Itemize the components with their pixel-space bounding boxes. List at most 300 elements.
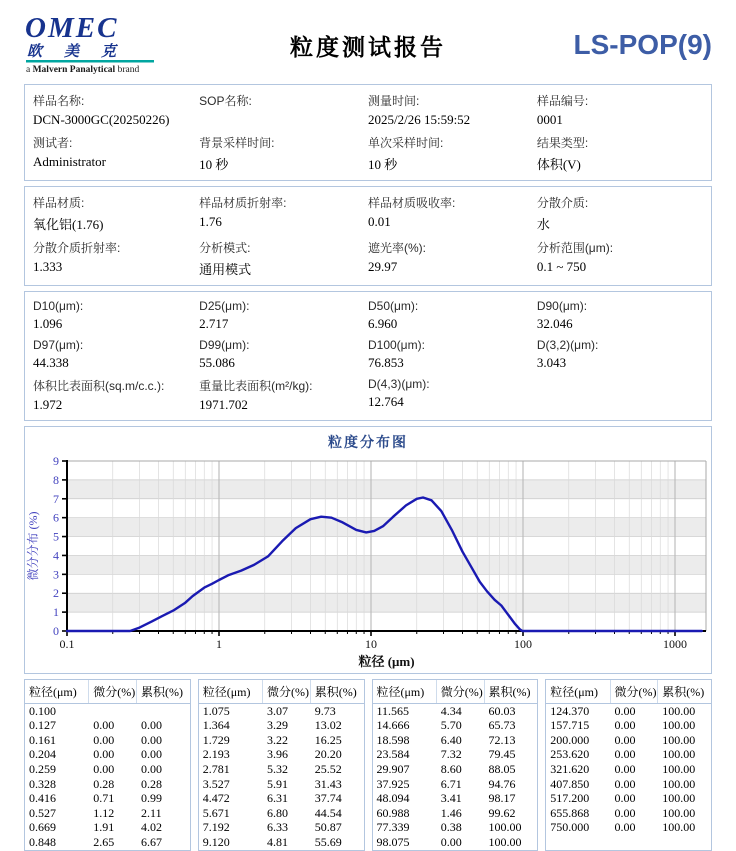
table-cell: 6.33: [267, 820, 288, 835]
band: [67, 593, 706, 612]
table-cell: 100.00: [662, 805, 696, 820]
table-cell: 0.00: [440, 834, 462, 849]
table-row: [25, 792, 190, 807]
info-field: [33, 194, 199, 233]
table-cell: 8.60: [440, 761, 462, 776]
field-value: 55.086: [199, 355, 235, 370]
info-row: [33, 191, 703, 236]
field-value: 10 秒: [367, 157, 398, 172]
table-cell: 25.52: [314, 761, 342, 776]
table-row: [199, 806, 364, 821]
table-row: [546, 792, 711, 807]
table-cell: 3.96: [267, 747, 288, 762]
table-cell: 6.31: [267, 791, 288, 806]
info-row: [33, 89, 703, 131]
table-row: [25, 821, 190, 836]
table-cell: 0.00: [141, 732, 163, 747]
info-field: [537, 239, 703, 278]
table-cell: 23.584: [376, 747, 410, 762]
field-label: D99(μm):: [199, 338, 250, 352]
table-cell: 100.00: [488, 834, 522, 849]
info-field: [33, 377, 199, 413]
table-row: [25, 719, 190, 734]
table-cell: 44.54: [314, 805, 342, 820]
table-cell: 2.781: [202, 761, 230, 776]
table-cell: [137, 704, 190, 719]
table-row: [546, 806, 711, 821]
info-field: [199, 299, 368, 332]
table-row: [373, 821, 538, 836]
table-row: [25, 806, 190, 821]
table-cell: 94.76: [488, 776, 516, 791]
table-row: [373, 704, 538, 719]
table-cell: 31.43: [314, 776, 342, 791]
y-tick-label: 8: [53, 472, 59, 487]
table-cell: 3.07: [267, 703, 288, 718]
column-header: 累积(%): [488, 685, 531, 699]
table-cell: 100.00: [662, 820, 696, 835]
field-label: 结果类型:: [536, 136, 589, 150]
column-header: 微分(%): [89, 680, 137, 703]
table-cell: 1.364: [202, 718, 230, 733]
table-cell: 0.00: [93, 718, 115, 733]
table-cell: 2.11: [141, 805, 162, 820]
info-box-dvalues: [24, 291, 712, 421]
column-header: 微分(%): [437, 680, 485, 703]
table-cell: 0.99: [141, 791, 163, 806]
column-header: 累积(%): [662, 685, 705, 699]
info-field: [368, 239, 537, 278]
column-header: 微分(%): [611, 680, 659, 703]
table-row: [373, 748, 538, 763]
logo-omec-text: OMEC: [25, 11, 119, 44]
y-tick-label: 5: [53, 529, 59, 544]
table-cell: 0.00: [93, 732, 115, 747]
table-cell: 100.00: [662, 747, 696, 762]
table-cell: 1.075: [202, 703, 230, 718]
column-header: 累积(%): [141, 685, 184, 699]
table-row: [199, 733, 364, 748]
band: [67, 480, 706, 499]
info-field: [368, 194, 537, 233]
table-row: [546, 733, 711, 748]
field-value: 6.960: [367, 316, 398, 331]
table-cell: 65.73: [488, 718, 516, 733]
info-row: [33, 296, 703, 335]
table-cell: 655.868: [550, 805, 590, 820]
field-value: 44.338: [33, 355, 69, 370]
band: [67, 555, 706, 574]
table-cell: 100.00: [662, 791, 696, 806]
table-cell: 321.620: [550, 761, 590, 776]
table-cell: 72.13: [488, 732, 516, 747]
field-value: 2025/2/26 15:59:52: [367, 112, 471, 127]
table-cell: 0.00: [614, 718, 636, 733]
table-cell: 99.62: [488, 805, 516, 820]
table-cell: 0.00: [614, 732, 636, 747]
info-field: [537, 377, 703, 413]
table-cell: 0.00: [614, 805, 636, 820]
field-value: 29.97: [367, 259, 398, 274]
band: [67, 518, 706, 537]
table-cell: 517.200: [550, 791, 590, 806]
field-label: 分散介质:: [536, 196, 589, 210]
table-cell: 100.00: [662, 718, 696, 733]
column-header: 粒径(μm): [373, 680, 437, 703]
field-value: 1.972: [33, 397, 63, 412]
table-cell: 0.204: [29, 747, 56, 762]
table-cell: 0.00: [614, 703, 636, 718]
field-value: 通用模式: [199, 262, 252, 277]
table-row: [25, 748, 190, 763]
table-cell: 3.527: [202, 776, 230, 791]
field-label: 样品材质吸收率:: [367, 196, 456, 210]
y-tick-label: 7: [53, 491, 59, 506]
field-label: 样品名称:: [33, 94, 85, 108]
table-cell: 18.598: [376, 732, 410, 747]
table-cell: 2.65: [93, 834, 115, 849]
field-label: D50(μm):: [367, 299, 419, 313]
table-cell: 29.907: [376, 761, 410, 776]
y-tick-label: 3: [53, 567, 59, 582]
info-field: [368, 299, 537, 332]
table-cell: 0.71: [93, 791, 115, 806]
field-value: Administrator: [33, 154, 106, 169]
info-row: [33, 335, 703, 374]
info-row: [33, 131, 703, 176]
info-box-material: [24, 186, 712, 286]
table-row: [373, 792, 538, 807]
field-value: 1.096: [33, 316, 63, 331]
info-field: [199, 338, 368, 371]
table-row: [25, 835, 190, 850]
table-cell: 9.120: [202, 834, 230, 849]
table-cell: 0.127: [29, 718, 56, 733]
table-cell: 50.87: [314, 820, 342, 835]
field-label: D100(μm):: [367, 338, 425, 352]
field-label: 测试者:: [33, 136, 73, 150]
table-cell: 20.20: [314, 747, 342, 762]
table-row: [25, 733, 190, 748]
info-field: [537, 134, 703, 173]
page-title: 粒度测试报告: [290, 33, 446, 60]
table-header-row: [25, 680, 190, 704]
table-cell: 48.094: [376, 791, 410, 806]
field-label: 分析范围(μm):: [536, 241, 614, 255]
table-cell: 0.28: [93, 776, 115, 791]
table-cell: 6.40: [440, 732, 462, 747]
table-row: [546, 704, 711, 719]
column-header: 累积(%): [314, 685, 357, 699]
table-cell: 2.193: [202, 747, 230, 762]
info-field: [368, 92, 537, 128]
table-cell: 0.00: [93, 747, 115, 762]
omec-logo-graphic: [24, 10, 184, 76]
omec-logo: [24, 10, 202, 81]
table-row: [199, 762, 364, 777]
table-cell: 407.850: [550, 776, 590, 791]
info-field: [33, 338, 199, 371]
table-row: [546, 719, 711, 734]
table-row: [546, 748, 711, 763]
table-cell: 1.12: [93, 805, 115, 820]
field-value: 1.76: [199, 214, 222, 229]
field-label: 背景采样时间:: [199, 136, 275, 150]
table-cell: 100.00: [662, 703, 696, 718]
table-cell: 0.00: [614, 761, 636, 776]
table-cell: 1.46: [440, 805, 462, 820]
field-label: 样品材质折射率:: [199, 196, 287, 210]
table-cell: 9.73: [314, 703, 336, 718]
chart-title: 粒度分布图: [328, 434, 408, 450]
info-field: [33, 92, 199, 128]
table-cell: 11.565: [376, 703, 410, 718]
y-tick-label: 6: [53, 510, 59, 525]
info-row: [33, 236, 703, 281]
field-value: 0.1 ~ 750: [536, 259, 587, 274]
table-cell: 4.02: [141, 820, 163, 835]
distribution-chart: [24, 426, 712, 674]
table-cell: 14.666: [376, 718, 410, 733]
info-box-sample: [24, 84, 712, 181]
info-row: [33, 374, 703, 416]
field-value: 0.01: [367, 214, 391, 229]
table-cell: 13.02: [314, 718, 342, 733]
y-tick-label: 9: [53, 454, 59, 468]
y-tick-label: 4: [53, 548, 59, 563]
field-label: 单次采样时间:: [367, 136, 444, 150]
data-table: [24, 679, 712, 851]
field-label: D(4,3)(μm):: [367, 377, 430, 391]
table-cell: 0.00: [614, 820, 636, 835]
info-field: [33, 134, 199, 173]
field-value: 76.853: [367, 355, 404, 370]
table-cell: 1.729: [202, 732, 230, 747]
table-cell: 3.22: [267, 732, 288, 747]
table-row: [373, 835, 538, 850]
field-value: 体积(V): [536, 157, 581, 172]
field-label: D25(μm):: [199, 299, 250, 313]
field-value: 32.046: [536, 316, 573, 331]
table-row: [546, 762, 711, 777]
field-label: D97(μm):: [33, 338, 84, 352]
table-cell: 4.81: [267, 834, 288, 849]
table-row: [25, 762, 190, 777]
table-row: [199, 704, 364, 719]
table-cell: 6.71: [440, 776, 462, 791]
field-label: D10(μm):: [33, 299, 84, 313]
table-cell: 0.527: [29, 805, 56, 820]
table-cell: 5.32: [267, 761, 288, 776]
x-tick-label: 0.1: [59, 637, 75, 651]
table-cell: 6.67: [141, 834, 163, 849]
field-label: 样品材质:: [33, 196, 85, 210]
table-cell: 0.416: [29, 791, 56, 806]
info-field: [199, 92, 368, 128]
table-cell: 0.00: [141, 747, 163, 762]
table-row: [373, 719, 538, 734]
table-cell: 0.669: [29, 820, 56, 835]
info-field: [537, 194, 703, 233]
info-field: [199, 377, 368, 413]
table-cell: 98.075: [376, 834, 410, 849]
table-cell: 0.38: [440, 820, 462, 835]
table-cell: 5.91: [267, 776, 288, 791]
table-cell: 0.00: [141, 761, 163, 776]
field-value: DCN-3000GC(20250226): [33, 112, 170, 127]
field-label: 样品编号:: [536, 94, 589, 108]
table-row: [546, 821, 711, 836]
column-header: 粒径(μm): [25, 680, 89, 703]
field-label: D(3,2)(μm):: [536, 338, 599, 352]
field-label: 分散介质折射率:: [33, 241, 121, 255]
table-cell: 3.29: [267, 718, 288, 733]
info-field: [537, 92, 703, 128]
instrument-model: LS-POP(9): [573, 29, 712, 60]
field-value: 水: [536, 217, 550, 232]
field-label: D90(μm):: [536, 299, 588, 313]
table-row: [546, 777, 711, 792]
info-field: [33, 299, 199, 332]
table-cell: 77.339: [376, 820, 410, 835]
table-cell: 7.192: [202, 820, 230, 835]
field-value: 3.043: [536, 355, 567, 370]
table-cell: 100.00: [662, 732, 696, 747]
table-cell: 6.80: [267, 805, 288, 820]
table-cell: 0.00: [614, 791, 636, 806]
field-value: [199, 112, 368, 128]
info-field: [368, 134, 537, 173]
table-cell: 750.000: [550, 820, 590, 835]
field-value: 12.764: [367, 394, 404, 409]
table-row: [25, 704, 190, 719]
table-cell: 0.00: [614, 747, 636, 762]
field-value: 2.717: [199, 316, 229, 331]
table-cell: 79.45: [488, 747, 516, 762]
table-cell: 37.925: [376, 776, 410, 791]
table-cell: 5.70: [440, 718, 462, 733]
info-field: [199, 134, 368, 173]
table-group: [198, 679, 365, 851]
table-cell: 88.05: [488, 761, 516, 776]
logo-teal-rule: [26, 60, 154, 63]
y-tick-label: 2: [53, 586, 59, 601]
table-cell: 0.100: [29, 703, 56, 718]
field-value: 10 秒: [199, 157, 229, 172]
field-value: 1971.702: [199, 397, 248, 412]
table-cell: 7.32: [440, 747, 462, 762]
field-value: 1.333: [33, 259, 63, 274]
table-row: [199, 821, 364, 836]
x-axis-title: 粒径 (μm): [358, 654, 415, 669]
y-tick-label: 0: [53, 624, 59, 638]
table-header-row: [546, 680, 711, 704]
field-label: 体积比表面积(sq.m/c.c.):: [33, 379, 165, 393]
table-cell: 100.00: [662, 776, 696, 791]
table-cell: 100.00: [488, 820, 522, 835]
table-row: [199, 792, 364, 807]
table-cell: 253.620: [550, 747, 590, 762]
info-field: [368, 377, 537, 413]
table-cell: 37.74: [314, 791, 342, 806]
column-header: 微分(%): [263, 680, 311, 703]
report-header: [24, 6, 712, 84]
table-cell: 98.17: [488, 791, 516, 806]
info-field: [537, 338, 703, 371]
table-group: [24, 679, 191, 851]
table-cell: 100.00: [662, 761, 696, 776]
table-cell: 55.69: [314, 834, 342, 849]
info-field: [199, 239, 368, 278]
field-label: SOP名称:: [199, 94, 252, 108]
table-cell: 60.03: [488, 703, 516, 718]
y-axis-title: 微分分布 (%): [26, 511, 40, 581]
field-label: 分析模式:: [199, 241, 251, 255]
info-field: [537, 299, 703, 332]
table-cell: 0.00: [141, 718, 163, 733]
table-cell: 157.715: [550, 718, 590, 733]
field-value: 氧化铝(1.76): [33, 217, 104, 232]
table-cell: 1.91: [93, 820, 115, 835]
logo-cn-text: 欧美克: [27, 43, 139, 60]
x-tick-label: 10: [365, 637, 377, 651]
info-field: [33, 239, 199, 278]
table-cell: 0.00: [93, 761, 115, 776]
table-cell: 200.000: [550, 732, 590, 747]
table-cell: 0.259: [29, 761, 56, 776]
table-cell: 0.328: [29, 776, 56, 791]
table-row: [25, 777, 190, 792]
table-cell: 0.28: [141, 776, 163, 791]
table-header-row: [199, 680, 364, 704]
chart-svg: [25, 453, 713, 673]
table-cell: 0.161: [29, 732, 56, 747]
table-cell: 0.848: [29, 834, 56, 849]
table-row: [199, 835, 364, 850]
table-cell: 4.34: [440, 703, 462, 718]
table-cell: 60.988: [376, 805, 410, 820]
x-tick-label: 1: [216, 637, 222, 651]
table-cell: 16.25: [314, 732, 342, 747]
logo-brand-text: a Malvern Panalytical brand: [26, 64, 140, 75]
table-cell: 4.472: [202, 791, 230, 806]
x-tick-label: 100: [514, 637, 532, 651]
column-header: 粒径(μm): [546, 680, 610, 703]
field-value: [537, 380, 703, 396]
field-label: 遮光率(%):: [367, 241, 426, 255]
table-row: [373, 733, 538, 748]
table-header-row: [373, 680, 538, 704]
table-row: [199, 748, 364, 763]
field-label: 测量时间:: [367, 94, 420, 108]
table-cell: 0.00: [614, 776, 636, 791]
table-row: [199, 719, 364, 734]
table-cell: 5.671: [202, 805, 230, 820]
table-row: [373, 777, 538, 792]
y-tick-label: 1: [53, 605, 59, 620]
table-group: [372, 679, 539, 851]
table-row: [373, 762, 538, 777]
field-label: 重量比表面积(m²/kg):: [199, 379, 313, 393]
x-tick-label: 1000: [663, 637, 687, 651]
info-field: [199, 194, 368, 233]
table-row: [373, 806, 538, 821]
table-cell: 124.370: [550, 703, 590, 718]
info-field: [368, 338, 537, 371]
table-cell: [89, 704, 137, 719]
field-value: 0001: [536, 112, 563, 127]
table-cell: 3.41: [440, 791, 462, 806]
